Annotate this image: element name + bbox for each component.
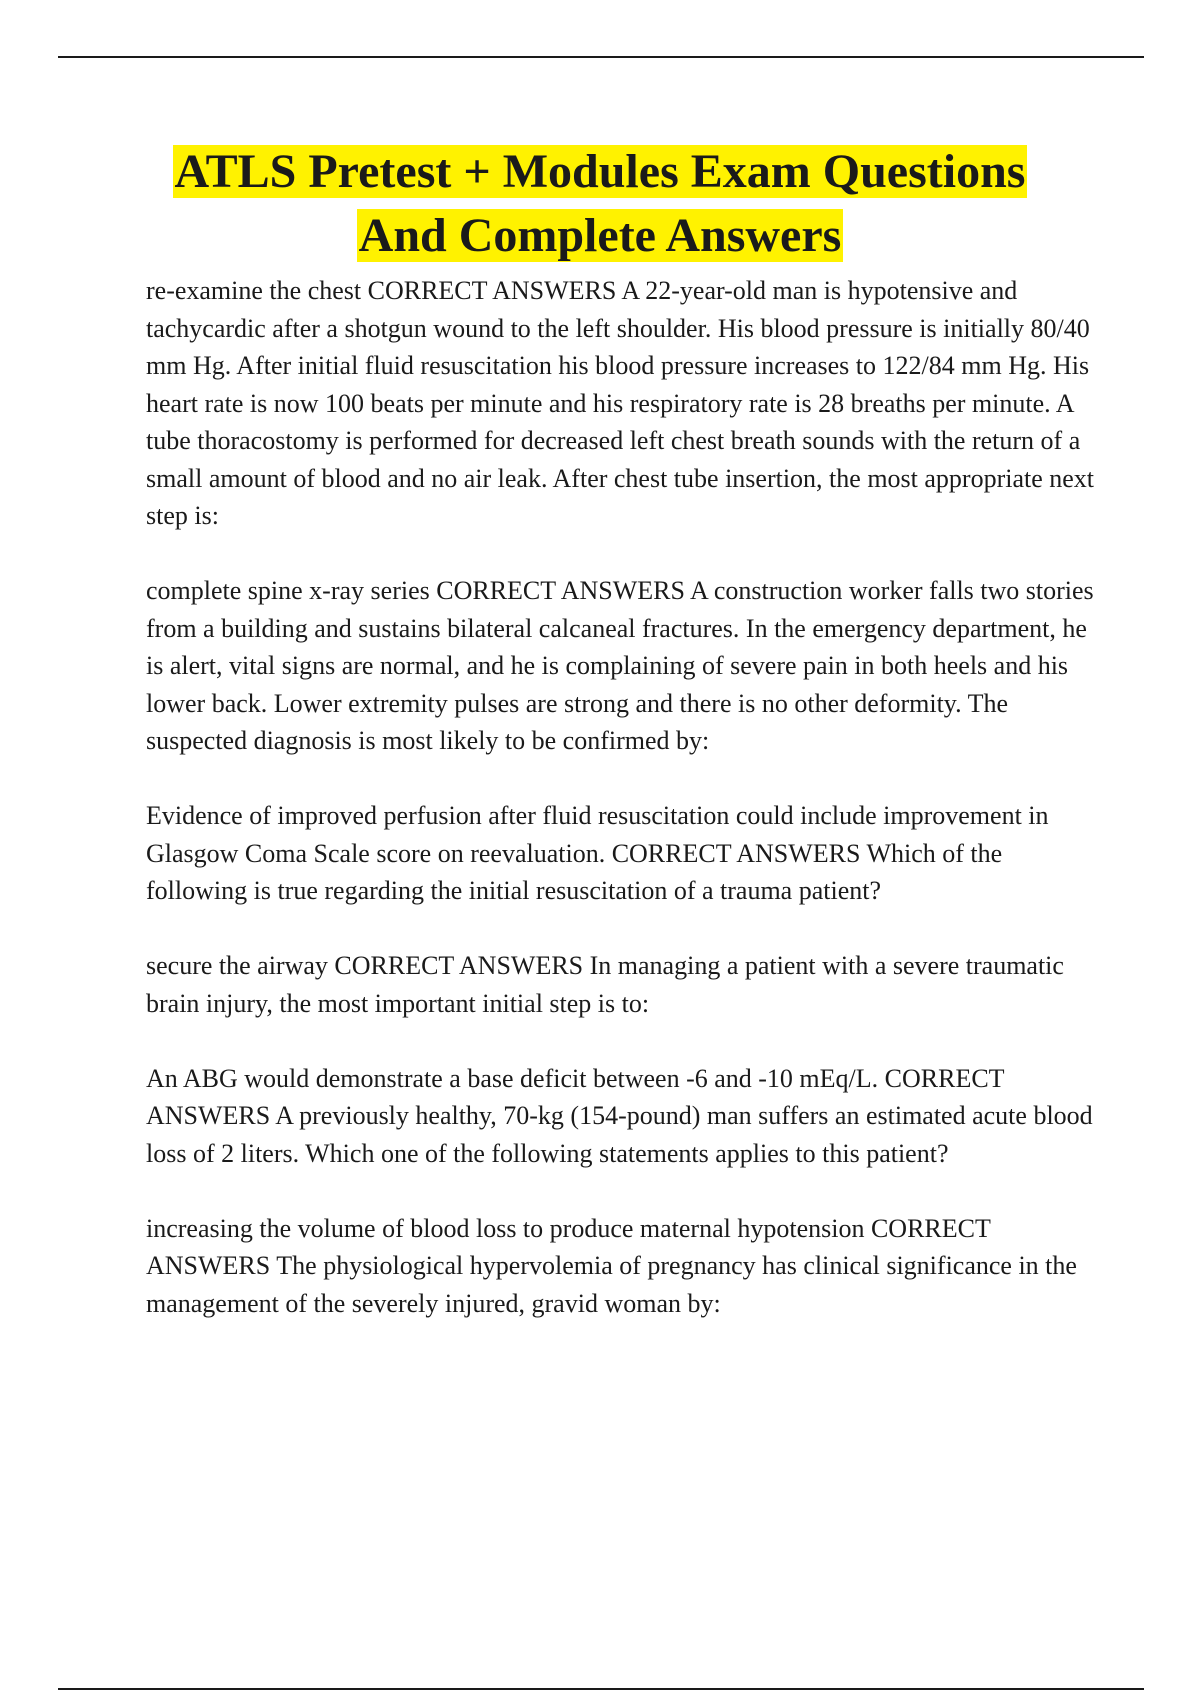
qa-entry: secure the airway CORRECT ANSWERS In managing a patient with a severe traumatic brain injury, the most important initial step is to: [146, 951, 1064, 1018]
qa-entry: complete spine x-ray series CORRECT ANSWERS A construction worker falls two stories from a building and sustains bilateral calcaneal fractures. In the emergency department, he is alert, vital signs are normal, and he is complaining of severe pain in both heels and his lower back. Lower extremity pulses are strong and there is no other deformity. The suspected diagnosis is most likely to be confirmed by: [146, 576, 1094, 755]
title-line-2: And Complete Answers [358, 209, 842, 262]
top-rule [58, 56, 1144, 58]
bottom-rule [58, 1688, 1144, 1690]
qa-entry: Evidence of improved perfusion after fluid resuscitation could include improvement in Glasgow Coma Scale score on reevaluation. CORRECT ANSWERS Which of the following is true regarding the initial resuscitation of a trauma patient? [146, 801, 1049, 905]
qa-entry: re-examine the chest CORRECT ANSWERS A 22-year-old man is hypotensive and tachycardic after a shotgun wound to the left shoulder. His blood pressure is initially 80/40 mm Hg. After initial fluid resuscitation his blood pressure increases to 122/84 mm Hg. His heart rate is now 100 beats per minute and his respiratory rate is 28 breaths per minute. A tube thoracostomy is performed for decreased left chest breath sounds with the return of a small amount of blood and no air leak. After chest tube insertion, the most appropriate next step is: [146, 276, 1095, 530]
qa-entry: increasing the volume of blood loss to produce maternal hypotension CORRECT ANSWERS The physiological hypervolemia of pregnancy has clinical significance in the management of the severely injured, gravid woman by: [146, 1213, 1077, 1318]
qa-list [146, 272, 1096, 1360]
title-line-1: ATLS Pretest + Modules Exam Questions [174, 145, 1026, 198]
document-title [60, 140, 1140, 268]
qa-entry: An ABG would demonstrate a base deficit between -6 and -10 mEq/L. CORRECT ANSWERS A previously healthy, 70-kg (154-pound) man suffers an estimated acute blood loss of 2 liters. Which one of the following statements applies to this patient? [146, 1063, 1093, 1168]
